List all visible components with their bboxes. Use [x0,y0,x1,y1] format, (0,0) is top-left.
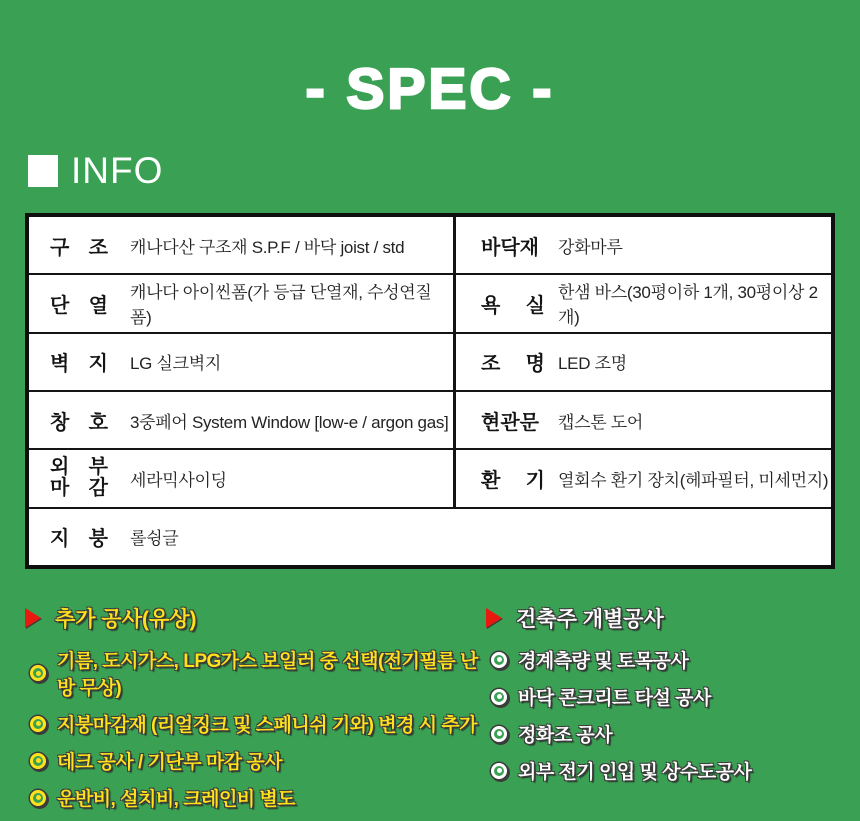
row-value: 3중페어 System Window [low-e / argon gas] [130,412,449,432]
cell-front-door [456,392,831,448]
list-item: 기름, 도시가스, LPG가스 보일러 중 선택(전기필름 난방 무상) [25,646,486,700]
notes-owner-separate-work [486,603,860,821]
list-item: 지붕마감재 (리얼징크 및 스페니쉬 기와) 변경 시 추가 [25,710,486,737]
cell-roof [29,509,831,565]
row-label: 외 부 마 감 [50,456,108,500]
circled-dot-icon [491,763,507,779]
row-value: 캐나다산 구조재 S.P.F / 바닥 joist / std [130,237,405,257]
page-title: - SPEC - [305,57,555,121]
circled-dot-icon [30,665,46,681]
table-row [29,217,831,275]
circled-dot-icon [30,716,46,732]
row-value: 한샘 바스(30평이하 1개, 30평이상 2개) [558,283,818,328]
notes-left-header-label: 추가 공사(유상) [55,608,197,631]
row-value: 롤슁글 [130,529,179,549]
row-value: 세라믹사이딩 [130,470,227,490]
spec-table [25,213,835,569]
circled-dot-icon [30,790,46,806]
row-value: 캐나다 아이씬폼(가 등급 단열재, 수성연질폼) [130,283,432,328]
list-item: 운반비, 설치비, 크레인비 별도 [25,784,486,811]
cell-structure [29,217,456,273]
row-value: 열회수 환기 장치(헤파필터, 미세먼지) [558,470,829,490]
row-value: LG 실크벽지 [130,354,221,374]
row-label: 환 기 [481,469,545,492]
table-row [29,392,831,450]
square-bullet-icon [28,155,58,187]
row-label: 단 열 [50,294,108,317]
list-item: 데크 공사 / 기단부 마감 공사 [25,747,486,774]
row-label: 구 조 [50,236,108,259]
list-item: 정화조 공사 [486,720,860,747]
cell-lighting [456,334,831,390]
row-label: 현관문 [481,411,539,434]
table-row [29,509,831,565]
row-label: 바닥재 [481,236,539,259]
table-row [29,450,831,508]
red-triangle-icon [486,608,502,628]
row-value: 강화마루 [558,237,623,257]
row-label: 조 명 [481,353,545,376]
cell-exterior-finish [29,450,456,506]
cell-insulation [29,275,456,331]
list-item: 바닥 콘크리트 타설 공사 [486,683,860,710]
cell-ventilation [456,450,831,506]
list-item: 외부 전기 인입 및 상수도공사 [486,757,860,784]
circled-dot-icon [491,689,507,705]
red-triangle-icon [25,608,41,628]
row-label: 지 붕 [50,528,108,551]
info-heading-label: INFO [71,150,164,191]
cell-bathroom [456,275,831,331]
notes-right-header [486,603,860,633]
circled-dot-icon [491,726,507,742]
cell-flooring [456,217,831,273]
circled-dot-icon [491,652,507,668]
notes-left-header [25,603,486,633]
circled-dot-icon [30,753,46,769]
cell-wallpaper [29,334,456,390]
notes-right-header-label: 건축주 개별공사 [516,608,664,631]
cell-windows [29,392,456,448]
notes-additional-work [25,603,486,821]
table-row [29,275,831,333]
info-heading [28,150,860,191]
row-label: 벽 지 [50,353,108,376]
row-value: LED 조명 [558,354,627,374]
table-row [29,334,831,392]
row-label: 창 호 [50,411,108,434]
list-item: 경계측량 및 토목공사 [486,646,860,673]
notes-section [25,603,860,821]
row-label: 욕 실 [481,294,545,317]
row-value: 캡스톤 도어 [558,412,644,432]
